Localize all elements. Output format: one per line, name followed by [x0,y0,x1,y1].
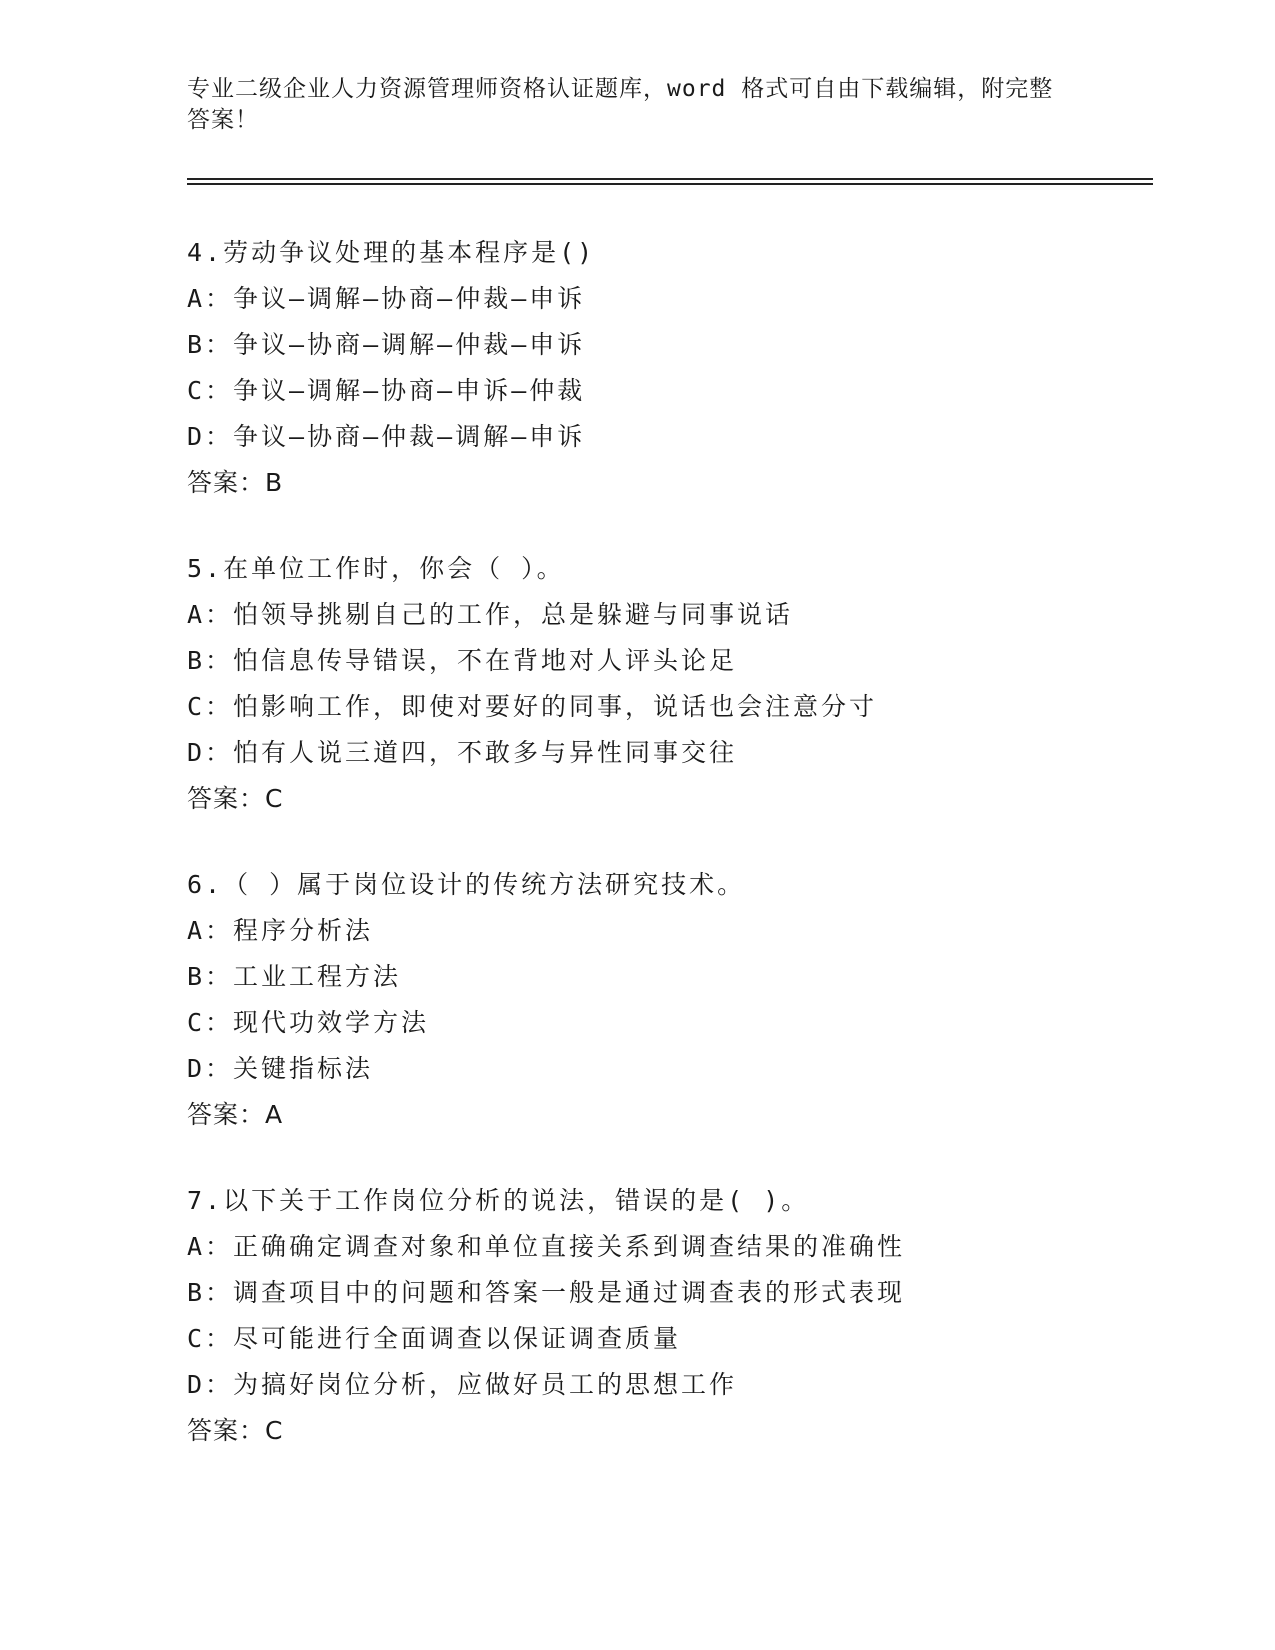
option-d: D：怕有人说三道四，不敢多与异性同事交往 [187,738,738,767]
answer: 答案：C [187,1416,284,1445]
option-c: C：尽可能进行全面调查以保证调查质量 [187,1324,682,1353]
question-5 [187,546,877,822]
question-stem: 6.（ ）属于岗位设计的传统方法研究技术。 [187,870,746,899]
option-b: B：调查项目中的问题和答案一般是通过调查表的形式表现 [187,1278,906,1307]
option-a: A：争议—调解—协商—仲裁—申诉 [187,284,586,313]
header-line-2: 答案！ [187,107,259,133]
option-a: A：正确确定调查对象和单位直接关系到调查结果的准确性 [187,1232,906,1261]
question-stem: 5.在单位工作时，你会（ ）。 [187,554,565,583]
answer: 答案：C [187,784,284,813]
option-a: A：程序分析法 [187,916,374,945]
question-stem: 7.以下关于工作岗位分析的说法，错误的是( )。 [187,1186,810,1215]
header-rule-top [187,178,1153,180]
answer: 答案：A [187,1100,284,1129]
header-line-1: 专业二级企业人力资源管理师资格认证题库，word 格式可自由下载编辑，附完整 [187,76,1054,102]
option-d: D：争议—协商—仲裁—调解—申诉 [187,422,586,451]
question-stem: 4.劳动争议处理的基本程序是() [187,238,596,267]
option-a: A：怕领导挑剔自己的工作，总是躲避与同事说话 [187,600,794,629]
option-b: B：怕信息传导错误，不在背地对人评头论足 [187,646,738,675]
option-c: C：争议—调解—协商—申诉—仲裁 [187,376,586,405]
option-d: D：为搞好岗位分析，应做好员工的思想工作 [187,1370,738,1399]
question-6 [187,862,745,1138]
option-b: B：工业工程方法 [187,962,402,991]
option-d: D：关键指标法 [187,1054,374,1083]
option-b: B：争议—协商—调解—仲裁—申诉 [187,330,586,359]
option-c: C：怕影响工作，即使对要好的同事，说话也会注意分寸 [187,692,878,721]
document-header [187,74,1087,136]
answer: 答案：B [187,468,284,497]
question-4 [187,230,595,506]
header-rule-bottom [187,183,1153,185]
option-c: C：现代功效学方法 [187,1008,430,1037]
question-7 [187,1178,905,1454]
